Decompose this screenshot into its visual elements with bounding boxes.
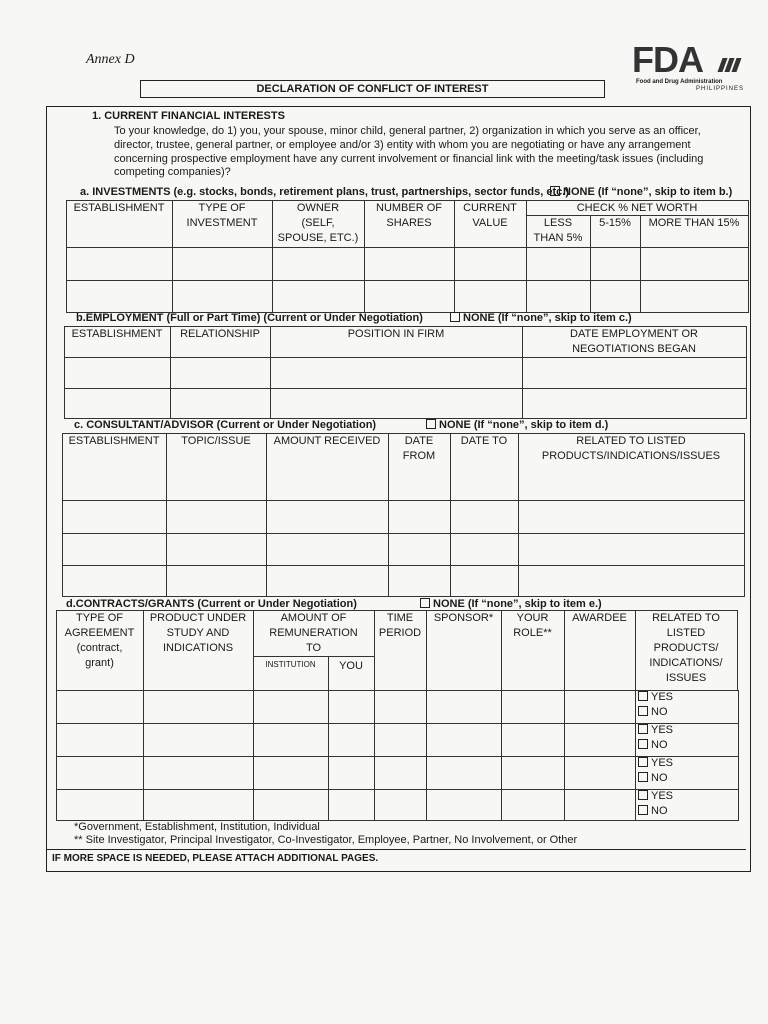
column-header: DATE TO — [460, 435, 508, 447]
no-label: NO — [651, 706, 668, 718]
consultant-row-cell[interactable] — [62, 533, 167, 566]
contract-row-cell[interactable] — [564, 756, 636, 790]
checkbox-icon[interactable] — [450, 312, 460, 322]
column-header: TYPE OF AGREEMENT (contract, grant) — [64, 612, 135, 669]
column-header: 5-15% — [599, 217, 631, 229]
contracts-none-option[interactable] — [420, 598, 602, 610]
investment-row-cell[interactable] — [272, 280, 365, 313]
contract-row-cell[interactable] — [328, 756, 375, 790]
checkbox-icon[interactable] — [638, 790, 648, 800]
employment-none-option[interactable] — [450, 312, 632, 324]
column-header: SPONSOR* — [433, 612, 494, 624]
consultant-row-cell[interactable] — [518, 565, 745, 597]
investment-row-cell[interactable] — [526, 280, 591, 313]
consultant-row-cell[interactable] — [450, 500, 519, 534]
consultant-row-cell[interactable] — [266, 565, 389, 597]
column-header: DATE EMPLOYMENT OR NEGOTIATIONS BEGAN — [570, 328, 698, 355]
column-header: RELATED TO LISTED PRODUCTS/ INDICATIONS/ ISSUES — [649, 612, 723, 684]
contract-row-cell[interactable] — [328, 690, 375, 724]
column-header: RELATIONSHIP — [180, 328, 260, 340]
column-header: TYPE OF INVESTMENT — [186, 202, 258, 229]
consultant-row-cell[interactable] — [166, 565, 267, 597]
contract-row-cell[interactable] — [426, 723, 502, 757]
contract-row-cell[interactable] — [56, 789, 144, 821]
contract-row-cell[interactable] — [374, 789, 427, 821]
contract-row-cell[interactable] — [374, 690, 427, 724]
no-label: NO — [651, 739, 668, 751]
contract-row-cell[interactable] — [253, 723, 329, 757]
no-option[interactable] — [638, 805, 668, 817]
no-option[interactable] — [638, 739, 668, 751]
consultant-row-cell[interactable] — [518, 533, 745, 566]
column-header: TIME PERIOD — [378, 612, 422, 639]
contract-row-cell[interactable] — [253, 690, 329, 724]
footer-note: IF MORE SPACE IS NEEDED, PLEASE ATTACH ADDITIONAL PAGES. — [52, 853, 379, 864]
column-header: ESTABLISHMENT — [71, 328, 163, 340]
consultant-row-cell[interactable] — [518, 500, 745, 534]
column-header: OWNER (SELF, SPOUSE, ETC.) — [277, 202, 359, 244]
contract-row-cell[interactable] — [328, 723, 375, 757]
column-header: DATE FROM — [402, 435, 436, 462]
contract-row-cell[interactable] — [501, 690, 565, 724]
checkbox-icon[interactable] — [638, 772, 648, 782]
employment-row-cell[interactable] — [64, 357, 171, 389]
yes-label: YES — [651, 757, 674, 769]
employment-row-cell[interactable] — [170, 388, 271, 419]
employment-row-cell[interactable] — [522, 388, 747, 419]
column-header: AWARDEE — [572, 612, 627, 624]
contracts-heading: d.CONTRACTS/GRANTS (Current or Under Negotiation) — [66, 598, 357, 610]
employment-row-cell[interactable] — [522, 357, 747, 389]
intro-line: competing companies)? — [114, 166, 231, 178]
contract-row-cell[interactable] — [56, 723, 144, 757]
investment-row-cell[interactable] — [454, 247, 527, 281]
consultant-none-option[interactable] — [426, 419, 608, 431]
no-option[interactable] — [638, 772, 668, 784]
contract-row-cell[interactable] — [253, 756, 329, 790]
contract-row-cell[interactable] — [253, 789, 329, 821]
checkbox-icon[interactable] — [638, 739, 648, 749]
consultant-row-cell[interactable] — [166, 500, 267, 534]
column-header: NUMBER OF SHARES — [376, 202, 442, 229]
consultant-row-cell[interactable] — [62, 565, 167, 597]
column-header: INSTITUTION — [265, 660, 316, 669]
section-heading: 1. CURRENT FINANCIAL INTERESTS — [92, 110, 285, 122]
employment-row-cell[interactable] — [64, 388, 171, 419]
no-option[interactable] — [638, 706, 668, 718]
logo-text: FDA — [632, 39, 703, 80]
consultant-row-cell[interactable] — [450, 565, 519, 597]
none-label: NONE (If “none”, skip to item d.) — [439, 419, 609, 431]
column-header: ESTABLISHMENT — [68, 435, 160, 447]
footnote-sponsor: *Government, Establishment, Institution, Individual — [74, 821, 320, 833]
column-header: PRODUCT UNDER STUDY AND INDICATIONS — [149, 612, 247, 654]
investment-row-cell[interactable] — [590, 280, 641, 313]
column-header: LESS THAN 5% — [533, 217, 583, 244]
contract-row-cell[interactable] — [328, 789, 375, 821]
checkbox-icon[interactable] — [420, 598, 430, 608]
logo-country: PHILIPPINES — [696, 86, 745, 92]
investment-row-cell[interactable] — [272, 247, 365, 281]
consultant-row-cell[interactable] — [388, 500, 451, 534]
column-header: RELATED TO LISTED PRODUCTS/INDICATIONS/ISSUES — [541, 435, 721, 462]
checkbox-icon[interactable] — [638, 724, 648, 734]
consultant-heading: c. CONSULTANT/ADVISOR (Current or Under Negotiation) — [74, 419, 377, 431]
column-header: CURRENT VALUE — [463, 202, 517, 229]
column-header: MORE THAN 15% — [648, 217, 740, 229]
logo-subtitle: Food and Drug Administration — [636, 79, 723, 85]
consultant-row-cell[interactable] — [388, 565, 451, 597]
contract-row-cell[interactable] — [501, 756, 565, 790]
consultant-row-cell[interactable] — [388, 533, 451, 566]
employment-row-cell[interactable] — [270, 388, 523, 419]
checkbox-icon[interactable] — [638, 757, 648, 767]
checkbox-icon[interactable] — [550, 186, 560, 196]
employment-row-cell[interactable] — [270, 357, 523, 389]
consultant-row-cell[interactable] — [62, 500, 167, 534]
consultant-row-cell[interactable] — [266, 533, 389, 566]
yes-option[interactable] — [638, 757, 673, 769]
investments-none-option[interactable] — [550, 186, 732, 198]
consultant-row-cell[interactable] — [166, 533, 267, 566]
contract-row-cell[interactable] — [501, 723, 565, 757]
column-header: YOU — [339, 660, 363, 672]
contract-row-cell[interactable] — [564, 789, 636, 821]
yes-option[interactable] — [638, 790, 673, 802]
investment-row-cell[interactable] — [640, 247, 749, 281]
column-header: POSITION IN FIRM — [347, 328, 445, 340]
checkbox-icon[interactable] — [426, 419, 436, 429]
consultant-row-cell[interactable] — [450, 533, 519, 566]
none-label: NONE (If “none”, skip to item b.) — [563, 186, 733, 198]
contract-row-cell[interactable] — [426, 756, 502, 790]
contract-row-cell[interactable] — [143, 690, 254, 724]
contract-row-cell[interactable] — [56, 756, 144, 790]
investment-row-cell[interactable] — [172, 247, 273, 281]
checkbox-icon[interactable] — [638, 805, 648, 815]
checkbox-icon[interactable] — [638, 691, 648, 701]
checkbox-icon[interactable] — [638, 706, 648, 716]
investments-heading: a. INVESTMENTS (e.g. stocks, bonds, retirement plans, trust, partnerships, sector funds, etc.) — [80, 186, 569, 198]
contract-row-cell[interactable] — [56, 690, 144, 724]
column-header: CHECK % NET WORTH — [576, 202, 698, 214]
contract-row-cell[interactable] — [374, 756, 427, 790]
contract-row-cell[interactable] — [143, 756, 254, 790]
column-header: AMOUNT RECEIVED — [273, 435, 381, 447]
column-header: TOPIC/ISSUE — [181, 435, 251, 447]
investment-row-cell[interactable] — [364, 247, 455, 281]
column-header: YOUR ROLE** — [513, 612, 552, 639]
yes-label: YES — [651, 790, 674, 802]
contract-row-cell[interactable] — [564, 690, 636, 724]
contract-row-cell[interactable] — [143, 789, 254, 821]
annex-label: Annex D — [86, 52, 135, 67]
fda-logo — [632, 39, 758, 94]
contract-row-cell[interactable] — [374, 723, 427, 757]
column-header: AMOUNT OF REMUNERATION TO — [269, 612, 358, 654]
contract-row-cell[interactable] — [501, 789, 565, 821]
investment-row-cell[interactable] — [640, 280, 749, 313]
footnote-role: ** Site Investigator, Principal Investigator, Co-Investigator, Employee, Partner, No Involvement, or Other — [74, 834, 578, 846]
form-title: DECLARATION OF CONFLICT OF INTEREST — [140, 80, 605, 98]
contract-row-cell[interactable] — [426, 789, 502, 821]
investment-row-cell[interactable] — [454, 280, 527, 313]
employment-heading: b.EMPLOYMENT (Full or Part Time) (Current or Under Negotiation) — [76, 312, 423, 324]
none-label: NONE (If “none”, skip to item e.) — [433, 598, 602, 610]
logo-stripes-icon — [720, 58, 741, 75]
none-label: NONE (If “none”, skip to item c.) — [463, 312, 632, 324]
intro-line: concerning prospective employment have any current involvement or financial link with the meeting/task issues (including — [114, 153, 704, 165]
investment-row-cell[interactable] — [66, 247, 173, 281]
investment-row-cell[interactable] — [590, 247, 641, 281]
investment-row-cell[interactable] — [66, 280, 173, 313]
yes-label: YES — [651, 724, 674, 736]
contract-row-cell[interactable] — [564, 723, 636, 757]
intro-line: director, trustee, general partner, or employee and/or 3) entity with whom you are negotiating or have any arrangement — [114, 139, 691, 151]
contract-row-cell[interactable] — [426, 690, 502, 724]
employment-row-cell[interactable] — [170, 357, 271, 389]
column-header: ESTABLISHMENT — [73, 202, 165, 214]
contract-row-cell[interactable] — [143, 723, 254, 757]
intro-line: To your knowledge, do 1) you, your spouse, minor child, general partner, 2) organization in which you serve as an officer, — [114, 125, 701, 137]
yes-option[interactable] — [638, 724, 673, 736]
no-label: NO — [651, 772, 668, 784]
yes-label: YES — [651, 691, 674, 703]
consultant-row-cell[interactable] — [266, 500, 389, 534]
investment-row-cell[interactable] — [526, 247, 591, 281]
investment-row-cell[interactable] — [364, 280, 455, 313]
investment-row-cell[interactable] — [172, 280, 273, 313]
no-label: NO — [651, 805, 668, 817]
yes-option[interactable] — [638, 691, 673, 703]
